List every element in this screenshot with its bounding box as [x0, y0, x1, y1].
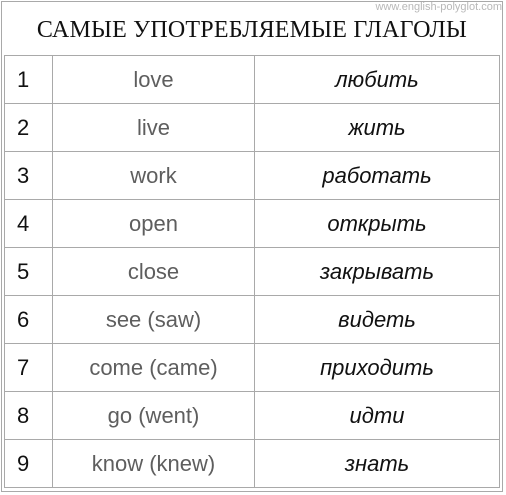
verb-table — [4, 55, 500, 488]
page-title: САМЫЕ УПОТРЕБЛЯЕМЫЕ ГЛАГОЛЫ — [36, 17, 468, 43]
row-number: 2 — [5, 104, 53, 152]
table-row — [5, 56, 500, 104]
english-verb: work — [53, 152, 255, 200]
row-number: 3 — [5, 152, 53, 200]
row-number: 1 — [5, 56, 53, 104]
row-number: 4 — [5, 200, 53, 248]
row-number: 9 — [5, 440, 53, 488]
table-row — [5, 344, 500, 392]
watermark: www.english-polyglot.com — [375, 1, 502, 13]
table-row — [5, 440, 500, 488]
table-row — [5, 152, 500, 200]
row-number: 5 — [5, 248, 53, 296]
russian-translation: жить — [255, 104, 500, 152]
russian-translation: открыть — [255, 200, 500, 248]
english-verb: come (came) — [53, 344, 255, 392]
russian-translation: любить — [255, 56, 500, 104]
row-number: 8 — [5, 392, 53, 440]
table-row — [5, 296, 500, 344]
russian-translation: закрывать — [255, 248, 500, 296]
table-row — [5, 200, 500, 248]
english-verb: see (saw) — [53, 296, 255, 344]
row-number: 6 — [5, 296, 53, 344]
russian-translation: знать — [255, 440, 500, 488]
english-verb: live — [53, 104, 255, 152]
row-number: 7 — [5, 344, 53, 392]
table-row — [5, 248, 500, 296]
russian-translation: идти — [255, 392, 500, 440]
table-row — [5, 392, 500, 440]
english-verb: love — [53, 56, 255, 104]
russian-translation: видеть — [255, 296, 500, 344]
english-verb: close — [53, 248, 255, 296]
table-row — [5, 104, 500, 152]
english-verb: know (knew) — [53, 440, 255, 488]
english-verb: open — [53, 200, 255, 248]
russian-translation: приходить — [255, 344, 500, 392]
russian-translation: работать — [255, 152, 500, 200]
english-verb: go (went) — [53, 392, 255, 440]
